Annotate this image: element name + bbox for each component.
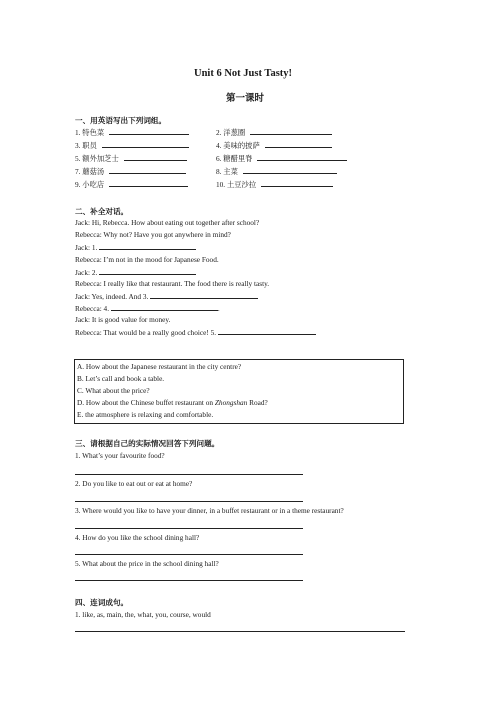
vocab-item: 10. 土豆沙拉 (216, 178, 333, 190)
vocab-item: 9. 小吃店 (75, 178, 188, 190)
dialogue-line: Rebecca: I’m not in the mood for Japanese Food. (75, 255, 219, 264)
scrambled-sentence: 1. like, as, main, the, what, you, course, would (75, 610, 211, 619)
section-4-heading: 四、连词成句。 (75, 598, 129, 607)
vocab-item: 6. 糖醋里脊 (216, 152, 347, 164)
dialogue-line: Rebecca: I really like that restaurant. The food there is really tasty. (75, 279, 270, 288)
option-b: B. Let’s call and book a table. (77, 374, 165, 383)
option-e: E. the atmosphere is relaxing and comfortable. (77, 410, 214, 419)
option-a: A. How about the Japanese restaurant in the city centre? (77, 362, 242, 371)
question: 3. Where would you like to have your dinner, in a buffet restaurant or in a theme restaurant? (75, 506, 344, 515)
page-subtitle: 第一课时 (226, 94, 265, 104)
dialogue-line: Rebecca: That would be a really good choice! 5. (75, 326, 316, 338)
vocab-item: 7. 蘑菇汤 (75, 165, 186, 177)
answer-line[interactable] (75, 501, 303, 502)
vocab-item: 3. 职员 (75, 139, 189, 151)
answer-blank[interactable] (109, 165, 186, 174)
answer-line[interactable] (75, 554, 303, 555)
answer-blank[interactable] (218, 326, 316, 335)
dialogue-line: Jack: Yes, indeed. And 3. (75, 290, 258, 302)
dialogue-line: Jack: 2. (75, 266, 196, 278)
dialogue-line: Jack: 1. (75, 241, 196, 253)
answer-line[interactable] (75, 528, 303, 529)
vocab-item: 4. 美味的披萨 (216, 139, 332, 151)
answer-blank[interactable] (111, 302, 218, 311)
vocab-item: 8. 主菜 (216, 165, 337, 177)
question: 4. How do you like the school dining hall? (75, 533, 200, 542)
section-3-heading: 三、请根据自己的实际情况回答下列问题。 (75, 439, 220, 448)
options-box (74, 359, 404, 424)
vocab-item: 2. 洋葱圈 (216, 126, 332, 138)
section-1-heading: 一、用英语写出下列词组。 (75, 116, 167, 125)
question: 1. What’s your favourite food? (75, 451, 165, 460)
answer-blank[interactable] (250, 126, 332, 135)
section-2-heading: 二、补全对话。 (75, 207, 129, 216)
answer-blank[interactable] (109, 126, 189, 135)
answer-blank[interactable] (265, 139, 332, 148)
dialogue-line: Jack: Hi, Rebecca. How about eating out together after school? (75, 218, 260, 227)
answer-blank[interactable] (124, 152, 187, 161)
answer-line[interactable] (75, 580, 303, 581)
answer-blank[interactable] (99, 241, 196, 250)
question: 2. Do you like to eat out or eat at home? (75, 479, 193, 488)
answer-blank[interactable] (243, 165, 337, 174)
answer-blank[interactable] (261, 178, 333, 187)
dialogue-line: Rebecca: Why not? Have you got anywhere in mind? (75, 230, 231, 239)
answer-blank[interactable] (102, 139, 189, 148)
dialogue-line: Rebecca: 4. . (75, 304, 220, 313)
page-title: Unit 6 Not Just Tasty! (194, 68, 293, 79)
answer-line[interactable] (75, 474, 303, 475)
vocab-item: 1. 特色菜 (75, 126, 189, 138)
option-d: D. How about the Chinese buffet restaurant on Zhongshan Road? (77, 398, 268, 407)
answer-blank[interactable] (150, 290, 258, 299)
answer-blank[interactable] (99, 266, 196, 275)
answer-line[interactable] (75, 631, 405, 632)
answer-blank[interactable] (257, 152, 347, 161)
answer-blank[interactable] (109, 178, 188, 187)
option-c: C. What about the price? (77, 386, 150, 395)
question: 5. What about the price in the school dining hall? (75, 559, 219, 568)
vocab-item: 5. 额外加芝士 (75, 152, 187, 164)
dialogue-line: Jack: It is good value for money. (75, 315, 171, 324)
